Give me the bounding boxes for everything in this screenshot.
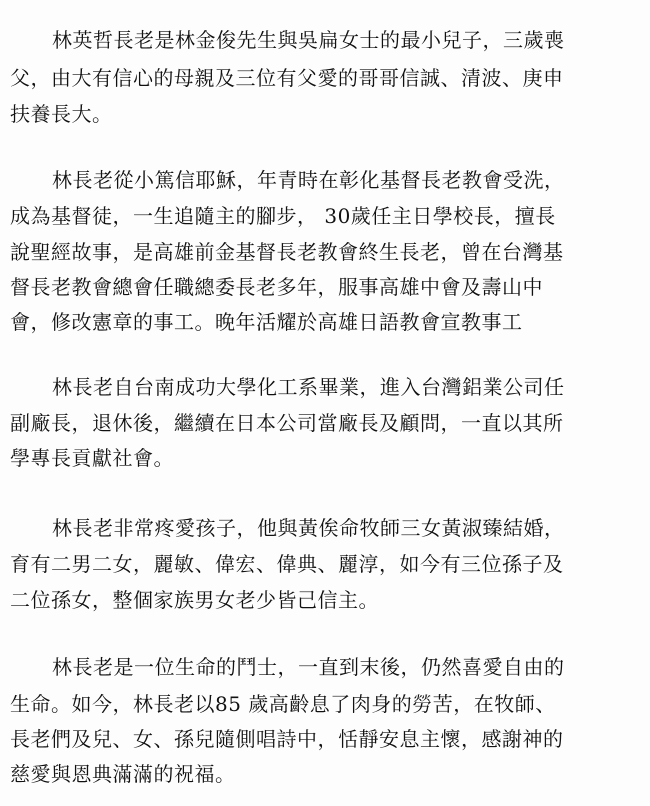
text-line: 林長老從小篤信耶穌，年青時在彰化基督長老教會受洗， [52,168,565,192]
text-line: 扶養長大。 [10,102,113,126]
text-line: 成為基督徒，一生追隨主的腳步， 30歲任主日學校長，擅長 [10,204,556,228]
text-line: 林長老是一位生命的鬥士，一直到末後，仍然喜愛自由的 [52,655,565,679]
text-line: 育有二男二女，麗敏、偉宏、偉典、麗淳，如今有三位孫子及 [10,552,564,576]
text-line: 副廠長，退休後，繼續在日本公司當廠長及顧問，一直以其所 [10,411,564,435]
text-line: 林長老非常疼愛孩子，他與黃俟命牧師三女黃淑臻結婚， [52,516,565,540]
text-line: 學專長貢獻社會。 [10,446,174,470]
text-line: 說聖經故事，是高雄前金基督長老教會終生長老，曾在台灣基 [10,240,564,264]
text-line: 督長老教會總會任職總委長老多年，服事高雄中會及壽山中 [10,275,543,299]
text-line: 林英哲長老是林金俊先生與吳扁女士的最小兒子，三歲喪 [52,28,565,52]
text-line: 二位孫女，整個家族男女老少皆己信主。 [10,588,379,612]
text-line: 會，修改憲章的事工。晚年活耀於高雄日語教會宣教事工 [10,310,523,334]
text-line: 林長老自台南成功大學化工系畢業，進入台灣鋁業公司任 [52,375,565,399]
text-line: 父，由大有信心的母親及三位有父愛的哥哥信誠、清波、庚申 [10,66,564,90]
text-line: 慈愛與恩典滿滿的祝福。 [10,762,236,786]
text-line: 生命。如今，林長老以85 歲高齡息了肉身的勞苦，在牧師、 [10,692,556,716]
text-line: 長老們及兒、女、孫兒隨側唱詩中，恬靜安息主懷，感謝神的 [10,727,564,751]
